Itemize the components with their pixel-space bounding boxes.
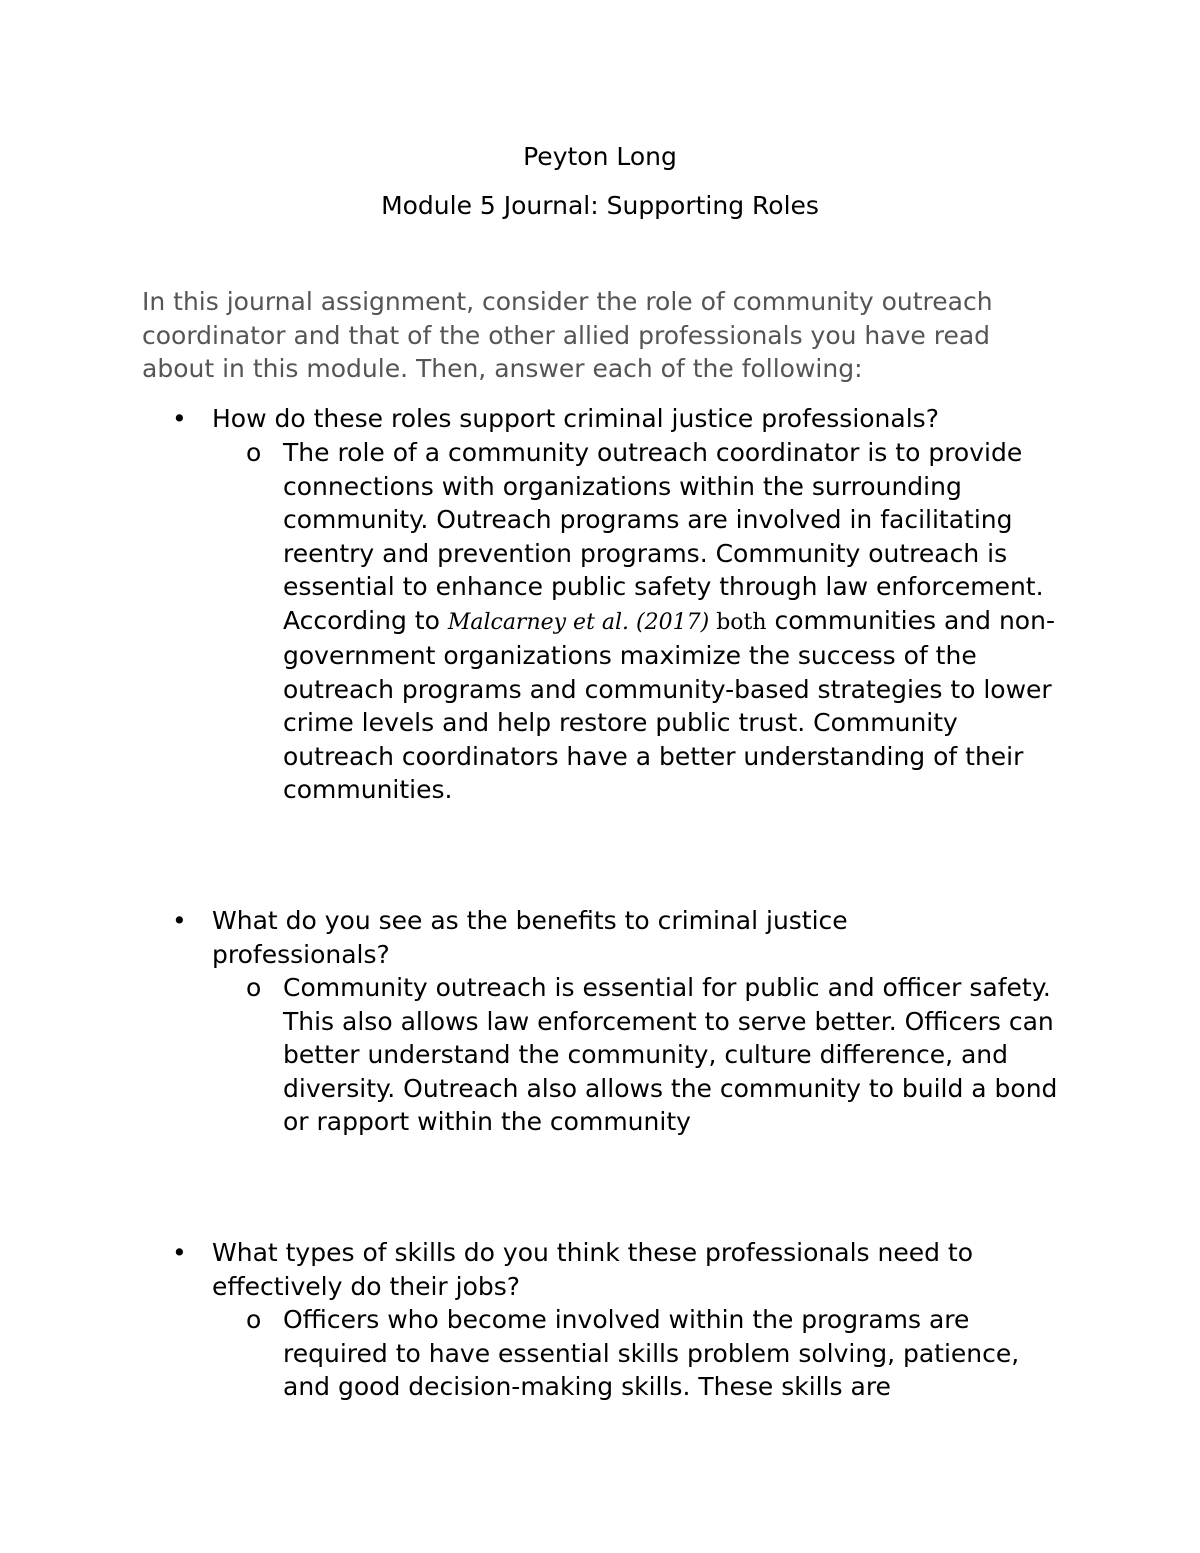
answer-1-part1: The role of a community outreach coordinator is to provide connections with organizations within the surrounding community. Outreach programs are involved in facilitating reentry and prevention programs. Community outreach is essential to enhance public safety through law enforcement. According to <box>283 438 1044 635</box>
bullet-marker: • <box>172 906 187 935</box>
bullet-marker: • <box>172 1238 187 1267</box>
citation: Malcarney et al. (2017) <box>447 609 710 635</box>
question-1: How do these roles support criminal justice professionals? <box>212 404 939 433</box>
intro-paragraph: In this journal assignment, consider the role of community outreach coordinator and that of the other allied professionals you have read about in this module. Then, answer each of the following: <box>142 287 993 383</box>
question-2: What do you see as the benefits to criminal justice professionals? <box>212 906 848 969</box>
sub-bullet-marker: o <box>246 1305 262 1334</box>
sub-bullet-marker: o <box>246 438 262 467</box>
answer-1 <box>283 436 1073 807</box>
document-title: Module 5 Journal: Supporting Roles <box>381 191 819 220</box>
citation-suffix: both <box>709 609 767 635</box>
answer-1-part2: communities and non-government organizations maximize the success of the outreach programs and community-based strategies to lower crime levels and help restore public trust. Community outreach coordinators have a better understanding of their communities. <box>283 605 1055 804</box>
sub-bullet-marker: o <box>246 973 262 1002</box>
answer-3: Officers who become involved within the programs are required to have essential skills problem solving, patience, and good decision-making skills. These skills are <box>283 1305 1020 1401</box>
bullet-marker: • <box>172 404 187 433</box>
answer-2: Community outreach is essential for public and officer safety. This also allows law enforcement to serve better. Officers can better understand the community, culture difference, and diversity. Outreach also allows the community to build a bond or rapport within the community <box>283 973 1058 1136</box>
question-3: What types of skills do you think these professionals need to effectively do their jobs? <box>212 1238 974 1301</box>
author-name: Peyton Long <box>523 142 677 171</box>
